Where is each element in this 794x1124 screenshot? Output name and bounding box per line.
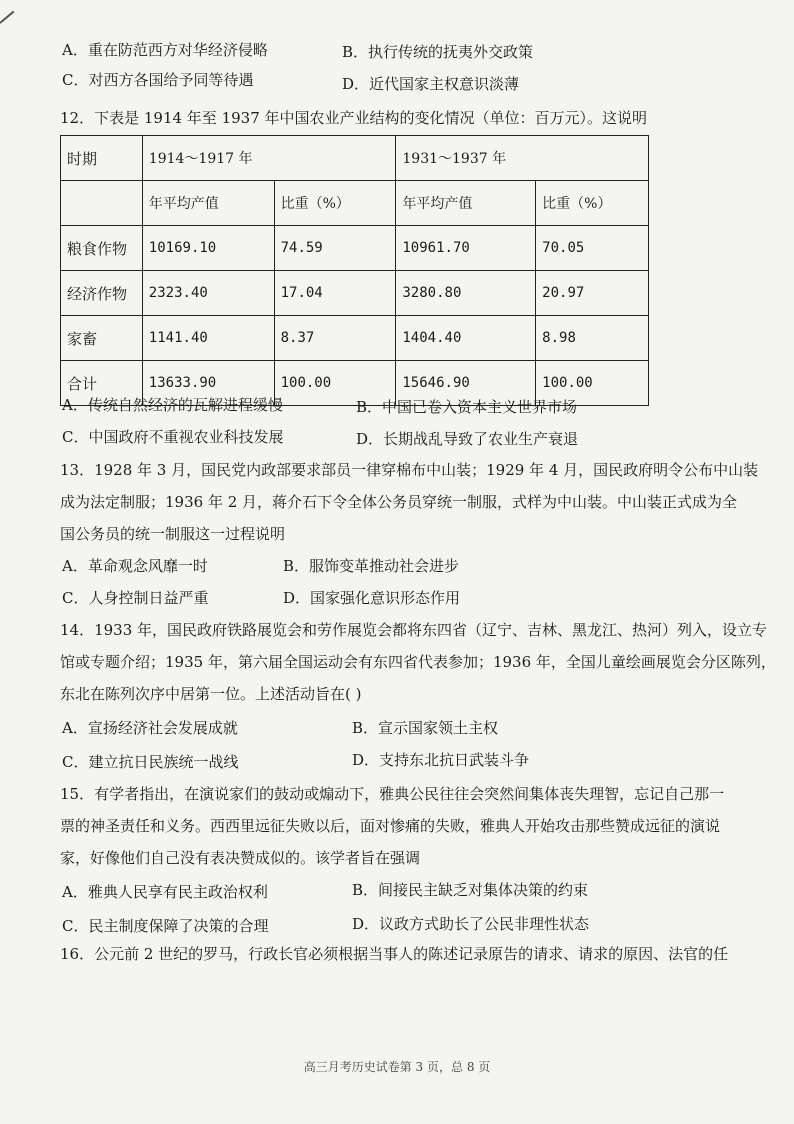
period-2-header: 1931～1937 年	[396, 136, 649, 181]
table-cell: 74.59	[274, 226, 396, 271]
q15-option-d: D．议政方式助长了公民非理性状态	[352, 915, 590, 933]
subheader-avg-output-1: 年平均产值	[142, 181, 274, 226]
q13-stem-line: 国公务员的统一制服这一过程说明	[60, 525, 286, 543]
table-cell: 2323.40	[142, 271, 274, 316]
q15-option-a: A．雅典人民享有民主政治权利	[62, 883, 268, 901]
q14-option-a: A．宣扬经济社会发展成就	[62, 719, 238, 737]
empty-cell	[61, 181, 143, 226]
q12-stem: 12．下表是 1914 年至 1937 年中国农业产业结构的变化情况（单位：百万元）。这说明	[60, 109, 648, 127]
table-cell: 100.00	[274, 361, 396, 406]
q15-stem-line: 票的神圣责任和义务。西西里远征失败以后，面对惨痛的失败，雅典人开始攻击那些赞成远征的演说	[60, 817, 721, 835]
period-header: 时期	[61, 136, 143, 181]
table-cell: 100.00	[536, 361, 649, 406]
table-cell: 1141.40	[142, 316, 274, 361]
table-cell: 10961.70	[396, 226, 536, 271]
table-row	[61, 271, 649, 316]
table-cell: 3280.80	[396, 271, 536, 316]
q13-option-a: A．革命观念风靡一时	[62, 557, 208, 575]
q14-stem-line: 东北在陈列次序中居第一位。上述活动旨在( )	[60, 685, 362, 703]
page-corner-mark	[0, 11, 14, 24]
subheader-share-1: 比重（%）	[274, 181, 396, 226]
period-1-header: 1914～1917 年	[142, 136, 396, 181]
table-cell: 8.37	[274, 316, 396, 361]
q15-option-c: C．民主制度保障了决策的合理	[62, 917, 269, 935]
table-cell: 17.04	[274, 271, 396, 316]
q14-stem	[60, 614, 776, 710]
subheader-share-2: 比重（%）	[536, 181, 649, 226]
page-footer: 高三月考历史试卷第 3 页，总 8 页	[303, 1060, 491, 1074]
q14-option-b: B．宣示国家领土主权	[352, 719, 499, 737]
row-label: 经济作物	[61, 271, 143, 316]
q14-option-d: D．支持东北抗日武装斗争	[352, 751, 530, 769]
q15-stem-line: 家，好像他们自己没有表决赞成似的。该学者旨在强调	[60, 849, 421, 867]
q11-option-c: C．对西方各国给予同等待遇	[62, 71, 254, 89]
q13-option-c: C．人身控制日益严重	[62, 589, 209, 607]
table-cell: 15646.90	[396, 361, 536, 406]
subheader-avg-output-2: 年平均产值	[396, 181, 536, 226]
q11-option-b: B．执行传统的抚夷外交政策	[342, 43, 534, 61]
q13-stem-line: 成为法定制服；1936 年 2 月，蒋介石下令全体公务员穿统一制服，式样为中山装。中山装正式成为全	[60, 493, 738, 511]
q11-option-d: D．近代国家主权意识淡薄	[342, 75, 520, 93]
q12-option-c: C．中国政府不重视农业科技发展	[62, 428, 284, 446]
q13-stem	[60, 454, 759, 550]
table-cell: 20.97	[536, 271, 649, 316]
q12-option-a: A．传统自然经济的瓦解进程缓慢	[62, 396, 283, 414]
q13-stem-line: 13．1928 年 3 月，国民党内政部要求部员一律穿棉布中山装；1929 年 4 月，国民政府明令公布中山装	[60, 461, 759, 479]
q12-option-b: B．中国已卷入资本主义世界市场	[356, 398, 578, 416]
q15-stem	[60, 778, 740, 874]
q15-option-b: B．间接民主缺乏对集体决策的约束	[352, 881, 589, 899]
table-cell: 8.98	[536, 316, 649, 361]
row-label: 合计	[61, 361, 143, 406]
q12-option-d: D．长期战乱导致了农业生产衰退	[356, 430, 579, 448]
row-label: 粮食作物	[61, 226, 143, 271]
agri-structure-table	[60, 135, 649, 406]
q14-stem-line: 馆或专题介绍；1935 年，第六届全国运动会有东四省代表参加；1936 年，全国儿童绘画展览会分区陈列，	[60, 653, 776, 671]
row-label: 家畜	[61, 316, 143, 361]
table-header-row	[61, 136, 649, 181]
q14-stem-line: 14．1933 年，国民政府铁路展览会和劳作展览会都将东四省（辽宁、吉林、黑龙江、热河）列入，设立专	[60, 621, 768, 639]
table-cell: 13633.90	[142, 361, 274, 406]
q16-stem: 16．公元前 2 世纪的罗马，行政长官必须根据当事人的陈述记录原告的请求、请求的原因、法官的任	[60, 945, 729, 963]
table-cell: 1404.40	[396, 316, 536, 361]
q15-stem-line: 15．有学者指出，在演说家们的鼓动或煽动下，雅典公民往往会突然间集体丧失理智，忘记自己那一	[60, 785, 725, 803]
q14-option-c: C．建立抗日民族统一战线	[62, 753, 239, 771]
table-cell: 70.05	[536, 226, 649, 271]
q13-option-d: D．国家强化意识形态作用	[283, 589, 461, 607]
table-subheader-row	[61, 181, 649, 226]
q13-option-b: B．服饰变革推动社会进步	[283, 557, 460, 575]
table-cell: 10169.10	[142, 226, 274, 271]
q11-option-a: A．重在防范西方对华经济侵略	[62, 41, 268, 59]
table-row	[61, 226, 649, 271]
table-row	[61, 316, 649, 361]
